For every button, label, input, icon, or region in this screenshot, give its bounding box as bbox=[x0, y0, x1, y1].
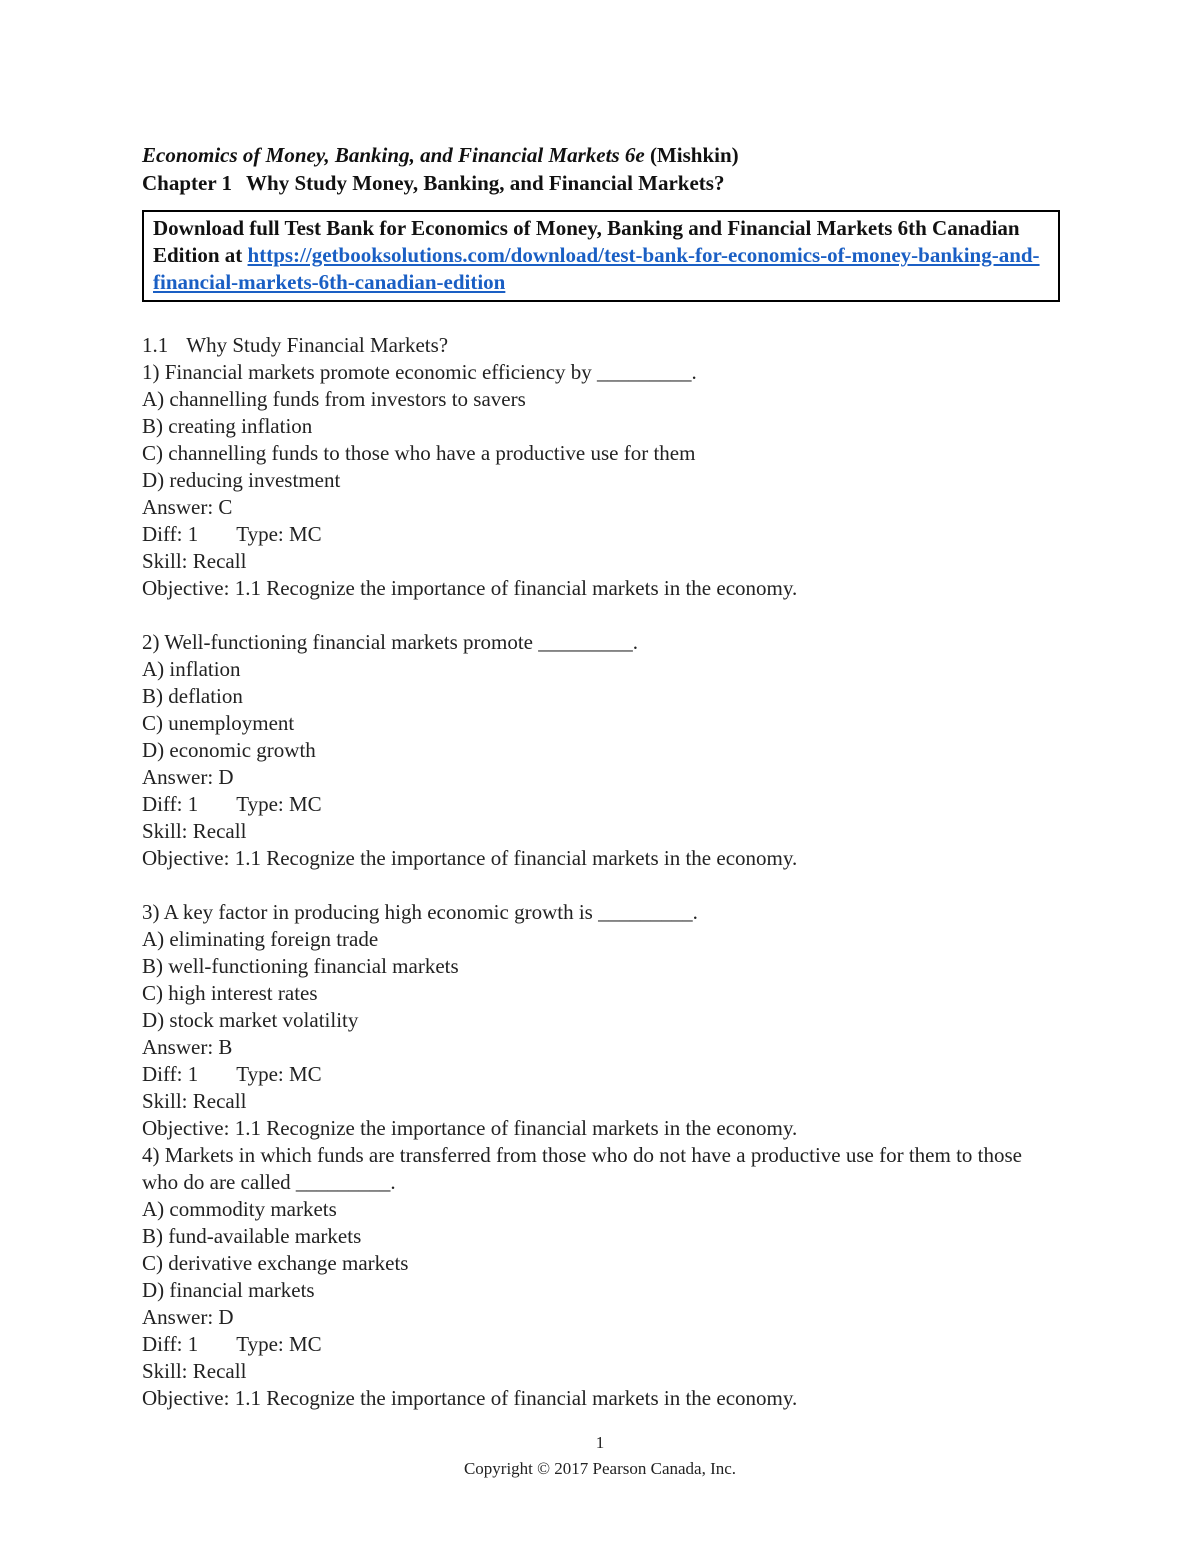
question-stem: 2) Well-functioning financial markets promote _________. bbox=[142, 630, 638, 654]
difficulty: Diff: 1 bbox=[142, 1062, 199, 1086]
copyright-notice: Copyright © 2017 Pearson Canada, Inc. bbox=[463, 1459, 737, 1478]
objective: Objective: 1.1 Recognize the importance of financial markets in the economy. bbox=[142, 846, 798, 870]
objective: Objective: 1.1 Recognize the importance of financial markets in the economy. bbox=[142, 1386, 798, 1410]
answer-option: B) deflation bbox=[142, 684, 243, 708]
answer-option: D) reducing investment bbox=[142, 468, 341, 492]
question-type: Type: MC bbox=[236, 1062, 322, 1086]
answer-option: A) commodity markets bbox=[142, 1197, 337, 1221]
skill: Skill: Recall bbox=[142, 549, 247, 573]
question-list bbox=[142, 332, 1062, 1412]
question-type: Type: MC bbox=[236, 792, 322, 816]
answer-key: Answer: D bbox=[142, 765, 234, 789]
skill: Skill: Recall bbox=[142, 819, 247, 843]
skill: Skill: Recall bbox=[142, 1089, 247, 1113]
difficulty-type bbox=[142, 791, 1062, 818]
book-title-line bbox=[142, 141, 1062, 169]
book-title: Economics of Money, Banking, and Financial Markets 6e bbox=[142, 143, 645, 167]
answer-option: B) well-functioning financial markets bbox=[142, 954, 459, 978]
section-title: Why Study Financial Markets? bbox=[186, 333, 449, 357]
question-stem: 1) Financial markets promote economic efficiency by _________. bbox=[142, 360, 697, 384]
chapter-number: Chapter 1 bbox=[142, 171, 233, 195]
chapter-title: Why Study Money, Banking, and Financial Markets? bbox=[246, 171, 725, 195]
difficulty-type bbox=[142, 1061, 1062, 1088]
difficulty: Diff: 1 bbox=[142, 1332, 199, 1356]
difficulty-type bbox=[142, 521, 1062, 548]
answer-option: C) channelling funds to those who have a productive use for them bbox=[142, 441, 696, 465]
answer-option: B) fund-available markets bbox=[142, 1224, 362, 1248]
objective: Objective: 1.1 Recognize the importance of financial markets in the economy. bbox=[142, 576, 798, 600]
answer-key: Answer: C bbox=[142, 495, 233, 519]
page-number: 1 bbox=[595, 1433, 605, 1452]
difficulty: Diff: 1 bbox=[142, 522, 199, 546]
question-type: Type: MC bbox=[236, 522, 322, 546]
answer-option: C) derivative exchange markets bbox=[142, 1251, 409, 1275]
answer-key: Answer: D bbox=[142, 1305, 234, 1329]
section-heading bbox=[142, 332, 1062, 359]
skill: Skill: Recall bbox=[142, 1359, 247, 1383]
download-box bbox=[142, 210, 1060, 302]
difficulty: Diff: 1 bbox=[142, 792, 199, 816]
answer-option: A) channelling funds from investors to savers bbox=[142, 387, 526, 411]
answer-option: D) financial markets bbox=[142, 1278, 315, 1302]
answer-key: Answer: B bbox=[142, 1035, 233, 1059]
answer-option: A) inflation bbox=[142, 657, 241, 681]
question-stem: 4) Markets in which funds are transferred from those who do not have a productive use for them to those who do are called _________. bbox=[142, 1143, 1023, 1194]
objective: Objective: 1.1 Recognize the importance of financial markets in the economy. bbox=[142, 1116, 798, 1140]
answer-option: C) high interest rates bbox=[142, 981, 318, 1005]
answer-option: D) economic growth bbox=[142, 738, 316, 762]
question-type: Type: MC bbox=[236, 1332, 322, 1356]
section-number: 1.1 bbox=[142, 333, 169, 357]
difficulty-type bbox=[142, 1331, 1062, 1358]
book-author: (Mishkin) bbox=[644, 143, 739, 167]
answer-option: B) creating inflation bbox=[142, 414, 313, 438]
answer-option: D) stock market volatility bbox=[142, 1008, 359, 1032]
download-link[interactable]: https://getbooksolutions.com/download/test-bank-for-economics-of-money-banking-and-financial-markets-6th-canadian-edition bbox=[153, 243, 1040, 294]
document-page bbox=[142, 141, 1062, 1412]
answer-option: C) unemployment bbox=[142, 711, 295, 735]
question-stem: 3) A key factor in producing high economic growth is _________. bbox=[142, 900, 698, 924]
chapter-title-line bbox=[142, 169, 1062, 197]
download-text: Download full Test Bank for Economics of Money, Banking and Financial Markets 6th Canadian Edition at bbox=[153, 216, 1020, 267]
answer-option: A) eliminating foreign trade bbox=[142, 927, 379, 951]
